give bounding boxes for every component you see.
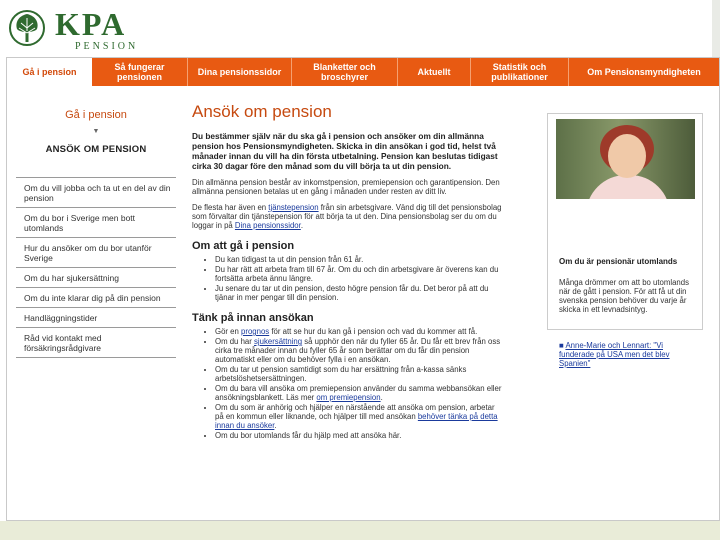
text-segment: Om du bara vill ansöka om premiepension använder du samma webbansökan eller ansökningsblankett. Läs mer [215, 384, 502, 402]
bottom-margin-band [0, 521, 720, 540]
photo-face [608, 134, 646, 178]
sidebar-item-forsakringsradgivare[interactable]: Råd vid kontakt med försäkringsrådgivare [16, 328, 176, 358]
bullet-list-om-pension [192, 255, 504, 302]
link-tanka-pa-detta[interactable]: behöver tänka på detta innan du ansöker [215, 412, 498, 430]
nav-item-ga-i-pension[interactable]: Gå i pension [7, 58, 92, 86]
nav-item-sa-fungerar[interactable]: Så fungerar pensionen [92, 58, 188, 86]
link-prognos[interactable]: prognos [241, 327, 270, 336]
aside-box [547, 113, 703, 368]
sidebar-item-klarar-dig[interactable]: Om du inte klarar dig på din pension [16, 288, 176, 308]
list-item [215, 403, 504, 430]
sidebar-list [16, 177, 176, 358]
text-segment: för att se hur du kan gå i pension och vad du kommer att få. [269, 327, 478, 336]
sidebar-item-jobba[interactable]: Om du vill jobba och ta ut en del av din pension [16, 178, 176, 208]
page-title: Ansök om pension [192, 102, 332, 121]
sidebar-item-bott-utomlands[interactable]: Om du bor i Sverige men bott utomlands [16, 208, 176, 238]
list-item: • Om du bor utomlands får du hjälp med att ansöka här. [215, 431, 504, 440]
sidebar-item-handlaggningstider[interactable]: Handläggningstider [16, 308, 176, 328]
sidebar-title[interactable]: Gå i pension [65, 109, 127, 121]
heading-om-att-ga-i-pension: Om att gå i pension [192, 240, 295, 252]
nav-item-om-pensionsmyndigheten[interactable]: Om Pensionsmyndigheten [587, 67, 701, 77]
link-om-premiepension[interactable]: om premiepension [316, 393, 381, 402]
list-item: • Om du tar ut pension samtidigt som du har ersättning från a-kassa sänks arbetslöshetsersättningen. [215, 365, 504, 383]
aside-text: Många drömmer om att bo utomlands när de gått i pension. För att få ut din svenska pension behöver du varje år skicka in ett levnadsintyg. [559, 278, 690, 314]
tree-logo-icon[interactable] [9, 9, 45, 47]
list-item [215, 327, 504, 336]
sidebar [16, 98, 176, 358]
brand-logo[interactable] [55, 8, 138, 52]
link-sjukersattning[interactable]: sjukersättning [254, 337, 303, 346]
list-item: • Du kan tidigast ta ut din pension från 61 år. [215, 255, 504, 264]
paragraph-allman-pension: Din allmänna pension består av inkomstpension, premiepension och garantipension. Den allmänna pensionen betalas ut en gång i månaden under resten av ditt liv. [192, 178, 500, 196]
list-item [215, 384, 504, 402]
sidebar-item-sjukersattning[interactable]: Om du har sjukersättning [16, 268, 176, 288]
text-segment: från sin arbetsgivare. Vänd dig till det pensionsbolag som förvaltar din tjänstepension för att börja ta ut den. Dina pensionsbolag ser du om du loggar in på [192, 203, 502, 230]
sidebar-item-bor-utanfor-sverige[interactable]: Hur du ansöker om du bor utanför Sverige [16, 238, 176, 268]
link-dina-pensionssidor[interactable]: Dina pensionssidor [234, 221, 301, 230]
bullet-list-tank-pa [192, 327, 504, 440]
page-frame [6, 57, 720, 521]
site-header [0, 0, 720, 57]
list-item: • Ju senare du tar ut din pension, desto högre pension får du. Det beror på att du tjänar in mer pengar till din pension. [215, 284, 504, 302]
paragraph-tjanstepension [192, 203, 504, 230]
square-bullet-icon: ■ [559, 341, 566, 350]
text-segment: . [380, 393, 383, 402]
nav-item-aktuellt[interactable]: Aktuellt [398, 58, 471, 86]
text-segment: Om du som är anhörig och hjälper en närstående att ansöka om pension, arbetar på en kommun eller liknande, och hjälper till med ansökan [215, 403, 495, 421]
main-content [192, 98, 504, 441]
aside-link[interactable] [559, 341, 694, 368]
brand-subtitle: PENSION [75, 41, 139, 52]
aside-title: Om du är pensionär utomlands [559, 257, 678, 266]
text-segment: De flesta har även en [192, 203, 269, 212]
lead-paragraph: Du bestämmer själv när du ska gå i pension och ansöker om din allmänna pension hos Pensionsmyndigheten. Skicka in din ansökan i god tid, helst två månader innan du vill ha din första utbetalning. Pension kan beslutas tidigast cirka 30 dagar före den månad som du vill börja ta ut din pension. [192, 131, 498, 171]
heading-tank-pa: Tänk på innan ansökan [192, 312, 314, 324]
nav-item-pensionssidor[interactable]: Dina pensionssidor [188, 58, 292, 86]
brand-name: KPA [55, 6, 127, 42]
pensioner-photo [556, 119, 695, 199]
sidebar-heading: ANSÖK OM PENSION [45, 144, 147, 155]
main-nav [7, 58, 719, 86]
link-tjanstepension[interactable]: tjänstepension [268, 203, 319, 212]
text-segment: . [300, 221, 303, 230]
text-segment: Om du har [215, 337, 254, 346]
triangle-down-icon: ▼ [92, 128, 100, 135]
nav-item-statistik[interactable]: Statistik och publikationer [471, 58, 569, 86]
text-segment: . [274, 421, 277, 430]
text-segment: Gör en [215, 327, 242, 336]
photo-body [586, 175, 670, 199]
list-item: • Du har rätt att arbeta fram till 67 år. Om du och din arbetsgivare är överens kan du fortsätta arbeta ännu längre. [215, 265, 504, 283]
list-item [215, 337, 504, 364]
text-segment: så upphör den när du fyller 65 år. Du får ett brev från oss cirka tre månader innan du fyller 65 år som berättar om du får din pension automatiskt eller om du behöver fylla i en ansökan. [215, 337, 501, 364]
nav-item-blanketter[interactable]: Blanketter och broschyrer [292, 58, 398, 86]
link-anne-marie-lennart[interactable]: Anne-Marie och Lennart: "Vi funderade på USA men det blev Spanien" [559, 341, 670, 368]
